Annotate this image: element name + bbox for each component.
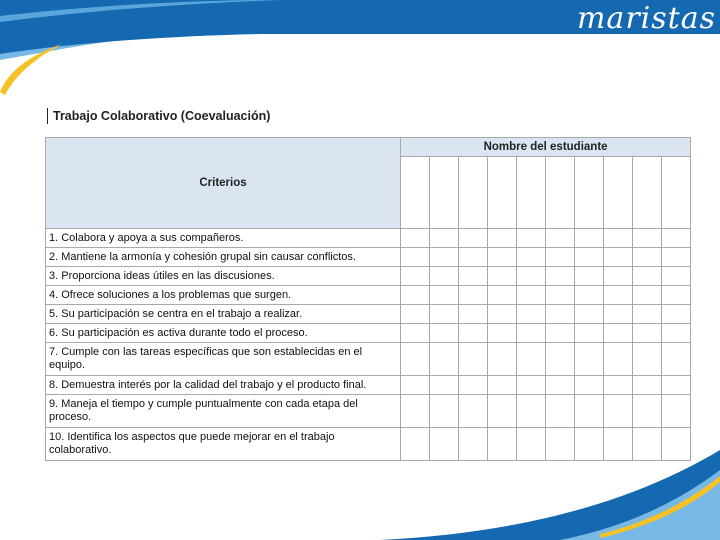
evaluation-cell[interactable] [430,248,459,267]
evaluation-cell[interactable] [633,267,662,286]
evaluation-cell[interactable] [430,267,459,286]
student-name-cell[interactable] [662,157,691,229]
evaluation-cell[interactable] [517,395,546,428]
evaluation-cell[interactable] [604,428,633,461]
evaluation-cell[interactable] [604,376,633,395]
evaluation-cell[interactable] [633,248,662,267]
evaluation-cell[interactable] [575,324,604,343]
criterion-label: 2. Mantiene la armonía y cohesión grupal sin causar conflictos. [46,248,401,267]
evaluation-cell[interactable] [546,376,575,395]
student-name-cell[interactable] [517,157,546,229]
evaluation-cell[interactable] [633,376,662,395]
evaluation-cell[interactable] [401,324,430,343]
criterion-label: 1. Colabora y apoya a sus compañeros. [46,229,401,248]
evaluation-cell[interactable] [546,229,575,248]
evaluation-cell[interactable] [430,324,459,343]
criterion-label: 6. Su participación es activa durante todo el proceso. [46,324,401,343]
evaluation-cell[interactable] [575,376,604,395]
evaluation-cell[interactable] [401,305,430,324]
evaluation-cell[interactable] [459,343,488,376]
evaluation-cell[interactable] [604,395,633,428]
evaluation-cell[interactable] [430,286,459,305]
student-name-header: Nombre del estudiante [401,138,691,157]
student-name-cell[interactable] [546,157,575,229]
criteria-header: Criterios [46,138,401,229]
evaluation-cell[interactable] [488,248,517,267]
evaluation-cell[interactable] [459,395,488,428]
evaluation-cell[interactable] [517,324,546,343]
evaluation-cell[interactable] [604,305,633,324]
rubric-table [45,137,691,461]
evaluation-cell[interactable] [546,267,575,286]
evaluation-cell[interactable] [575,305,604,324]
evaluation-cell[interactable] [430,305,459,324]
evaluation-cell[interactable] [401,395,430,428]
table-row [46,428,691,461]
table-row [46,305,691,324]
evaluation-cell[interactable] [662,248,691,267]
evaluation-cell[interactable] [662,343,691,376]
evaluation-cell[interactable] [633,343,662,376]
evaluation-cell[interactable] [401,428,430,461]
evaluation-cell[interactable] [662,267,691,286]
table-row [46,229,691,248]
evaluation-cell[interactable] [604,286,633,305]
evaluation-cell[interactable] [633,286,662,305]
table-row [46,343,691,376]
evaluation-cell[interactable] [575,267,604,286]
table-row [46,286,691,305]
evaluation-cell[interactable] [488,286,517,305]
evaluation-cell[interactable] [546,395,575,428]
evaluation-cell[interactable] [488,395,517,428]
evaluation-cell[interactable] [401,343,430,376]
evaluation-cell[interactable] [459,286,488,305]
criterion-label: 4. Ofrece soluciones a los problemas que surgen. [46,286,401,305]
evaluation-cell[interactable] [662,395,691,428]
evaluation-cell[interactable] [517,267,546,286]
evaluation-cell[interactable] [517,229,546,248]
evaluation-cell[interactable] [401,229,430,248]
evaluation-cell[interactable] [459,305,488,324]
evaluation-cell[interactable] [459,324,488,343]
criterion-label: 3. Proporciona ideas útiles en las discusiones. [46,267,401,286]
student-name-cell[interactable] [401,157,430,229]
table-row [46,324,691,343]
evaluation-cell[interactable] [662,428,691,461]
evaluation-cell[interactable] [575,395,604,428]
evaluation-cell[interactable] [430,395,459,428]
evaluation-cell[interactable] [604,267,633,286]
evaluation-cell[interactable] [633,428,662,461]
evaluation-cell[interactable] [662,305,691,324]
evaluation-cell[interactable] [604,343,633,376]
table-row [46,267,691,286]
evaluation-cell[interactable] [459,267,488,286]
evaluation-cell[interactable] [488,343,517,376]
evaluation-cell[interactable] [488,267,517,286]
criterion-label: 9. Maneja el tiempo y cumple puntualmente con cada etapa del proceso. [46,395,401,428]
evaluation-cell[interactable] [488,428,517,461]
maristas-logo: maristas [576,1,716,36]
evaluation-cell[interactable] [604,248,633,267]
criterion-label: 8. Demuestra interés por la calidad del trabajo y el producto final. [46,376,401,395]
evaluation-cell[interactable] [517,376,546,395]
evaluation-cell[interactable] [459,229,488,248]
evaluation-cell[interactable] [430,376,459,395]
evaluation-cell[interactable] [604,324,633,343]
evaluation-cell[interactable] [401,267,430,286]
evaluation-cell[interactable] [662,324,691,343]
evaluation-cell[interactable] [546,286,575,305]
evaluation-cell[interactable] [517,286,546,305]
evaluation-cell[interactable] [488,324,517,343]
evaluation-cell[interactable] [662,286,691,305]
evaluation-cell[interactable] [488,376,517,395]
evaluation-cell[interactable] [575,343,604,376]
evaluation-cell[interactable] [517,428,546,461]
evaluation-cell[interactable] [517,305,546,324]
left-accent-curve [0,0,80,100]
evaluation-cell[interactable] [546,428,575,461]
evaluation-cell[interactable] [401,376,430,395]
evaluation-cell[interactable] [488,305,517,324]
evaluation-cell[interactable] [662,376,691,395]
student-name-cell[interactable] [604,157,633,229]
evaluation-cell[interactable] [488,229,517,248]
evaluation-cell[interactable] [517,343,546,376]
evaluation-cell[interactable] [575,286,604,305]
evaluation-cell[interactable] [401,286,430,305]
evaluation-cell[interactable] [633,229,662,248]
student-name-cell[interactable] [575,157,604,229]
table-row [46,395,691,428]
evaluation-cell[interactable] [604,229,633,248]
student-name-cell[interactable] [488,157,517,229]
evaluation-cell[interactable] [459,428,488,461]
table-row [46,376,691,395]
criterion-label: 5. Su participación se centra en el trabajo a realizar. [46,305,401,324]
evaluation-cell[interactable] [633,395,662,428]
evaluation-cell[interactable] [459,248,488,267]
evaluation-cell[interactable] [430,428,459,461]
criterion-label: 7. Cumple con las tareas específicas que son establecidas en el equipo. [46,343,401,376]
table-row [46,248,691,267]
evaluation-cell[interactable] [546,324,575,343]
student-name-cell[interactable] [633,157,662,229]
evaluation-cell[interactable] [517,248,546,267]
evaluation-cell[interactable] [546,248,575,267]
evaluation-cell[interactable] [546,305,575,324]
evaluation-cell[interactable] [575,229,604,248]
criterion-label: 10. Identifica los aspectos que puede mejorar en el trabajo colaborativo. [46,428,401,461]
evaluation-cell[interactable] [575,248,604,267]
student-name-cell[interactable] [430,157,459,229]
student-name-cell[interactable] [459,157,488,229]
evaluation-cell[interactable] [575,428,604,461]
evaluation-cell[interactable] [459,376,488,395]
evaluation-cell[interactable] [546,343,575,376]
evaluation-cell[interactable] [430,229,459,248]
evaluation-cell[interactable] [430,343,459,376]
evaluation-cell[interactable] [401,248,430,267]
evaluation-cell[interactable] [662,229,691,248]
evaluation-cell[interactable] [633,305,662,324]
evaluation-cell[interactable] [633,324,662,343]
page-title: Trabajo Colaborativo (Coevaluación) [47,108,270,124]
